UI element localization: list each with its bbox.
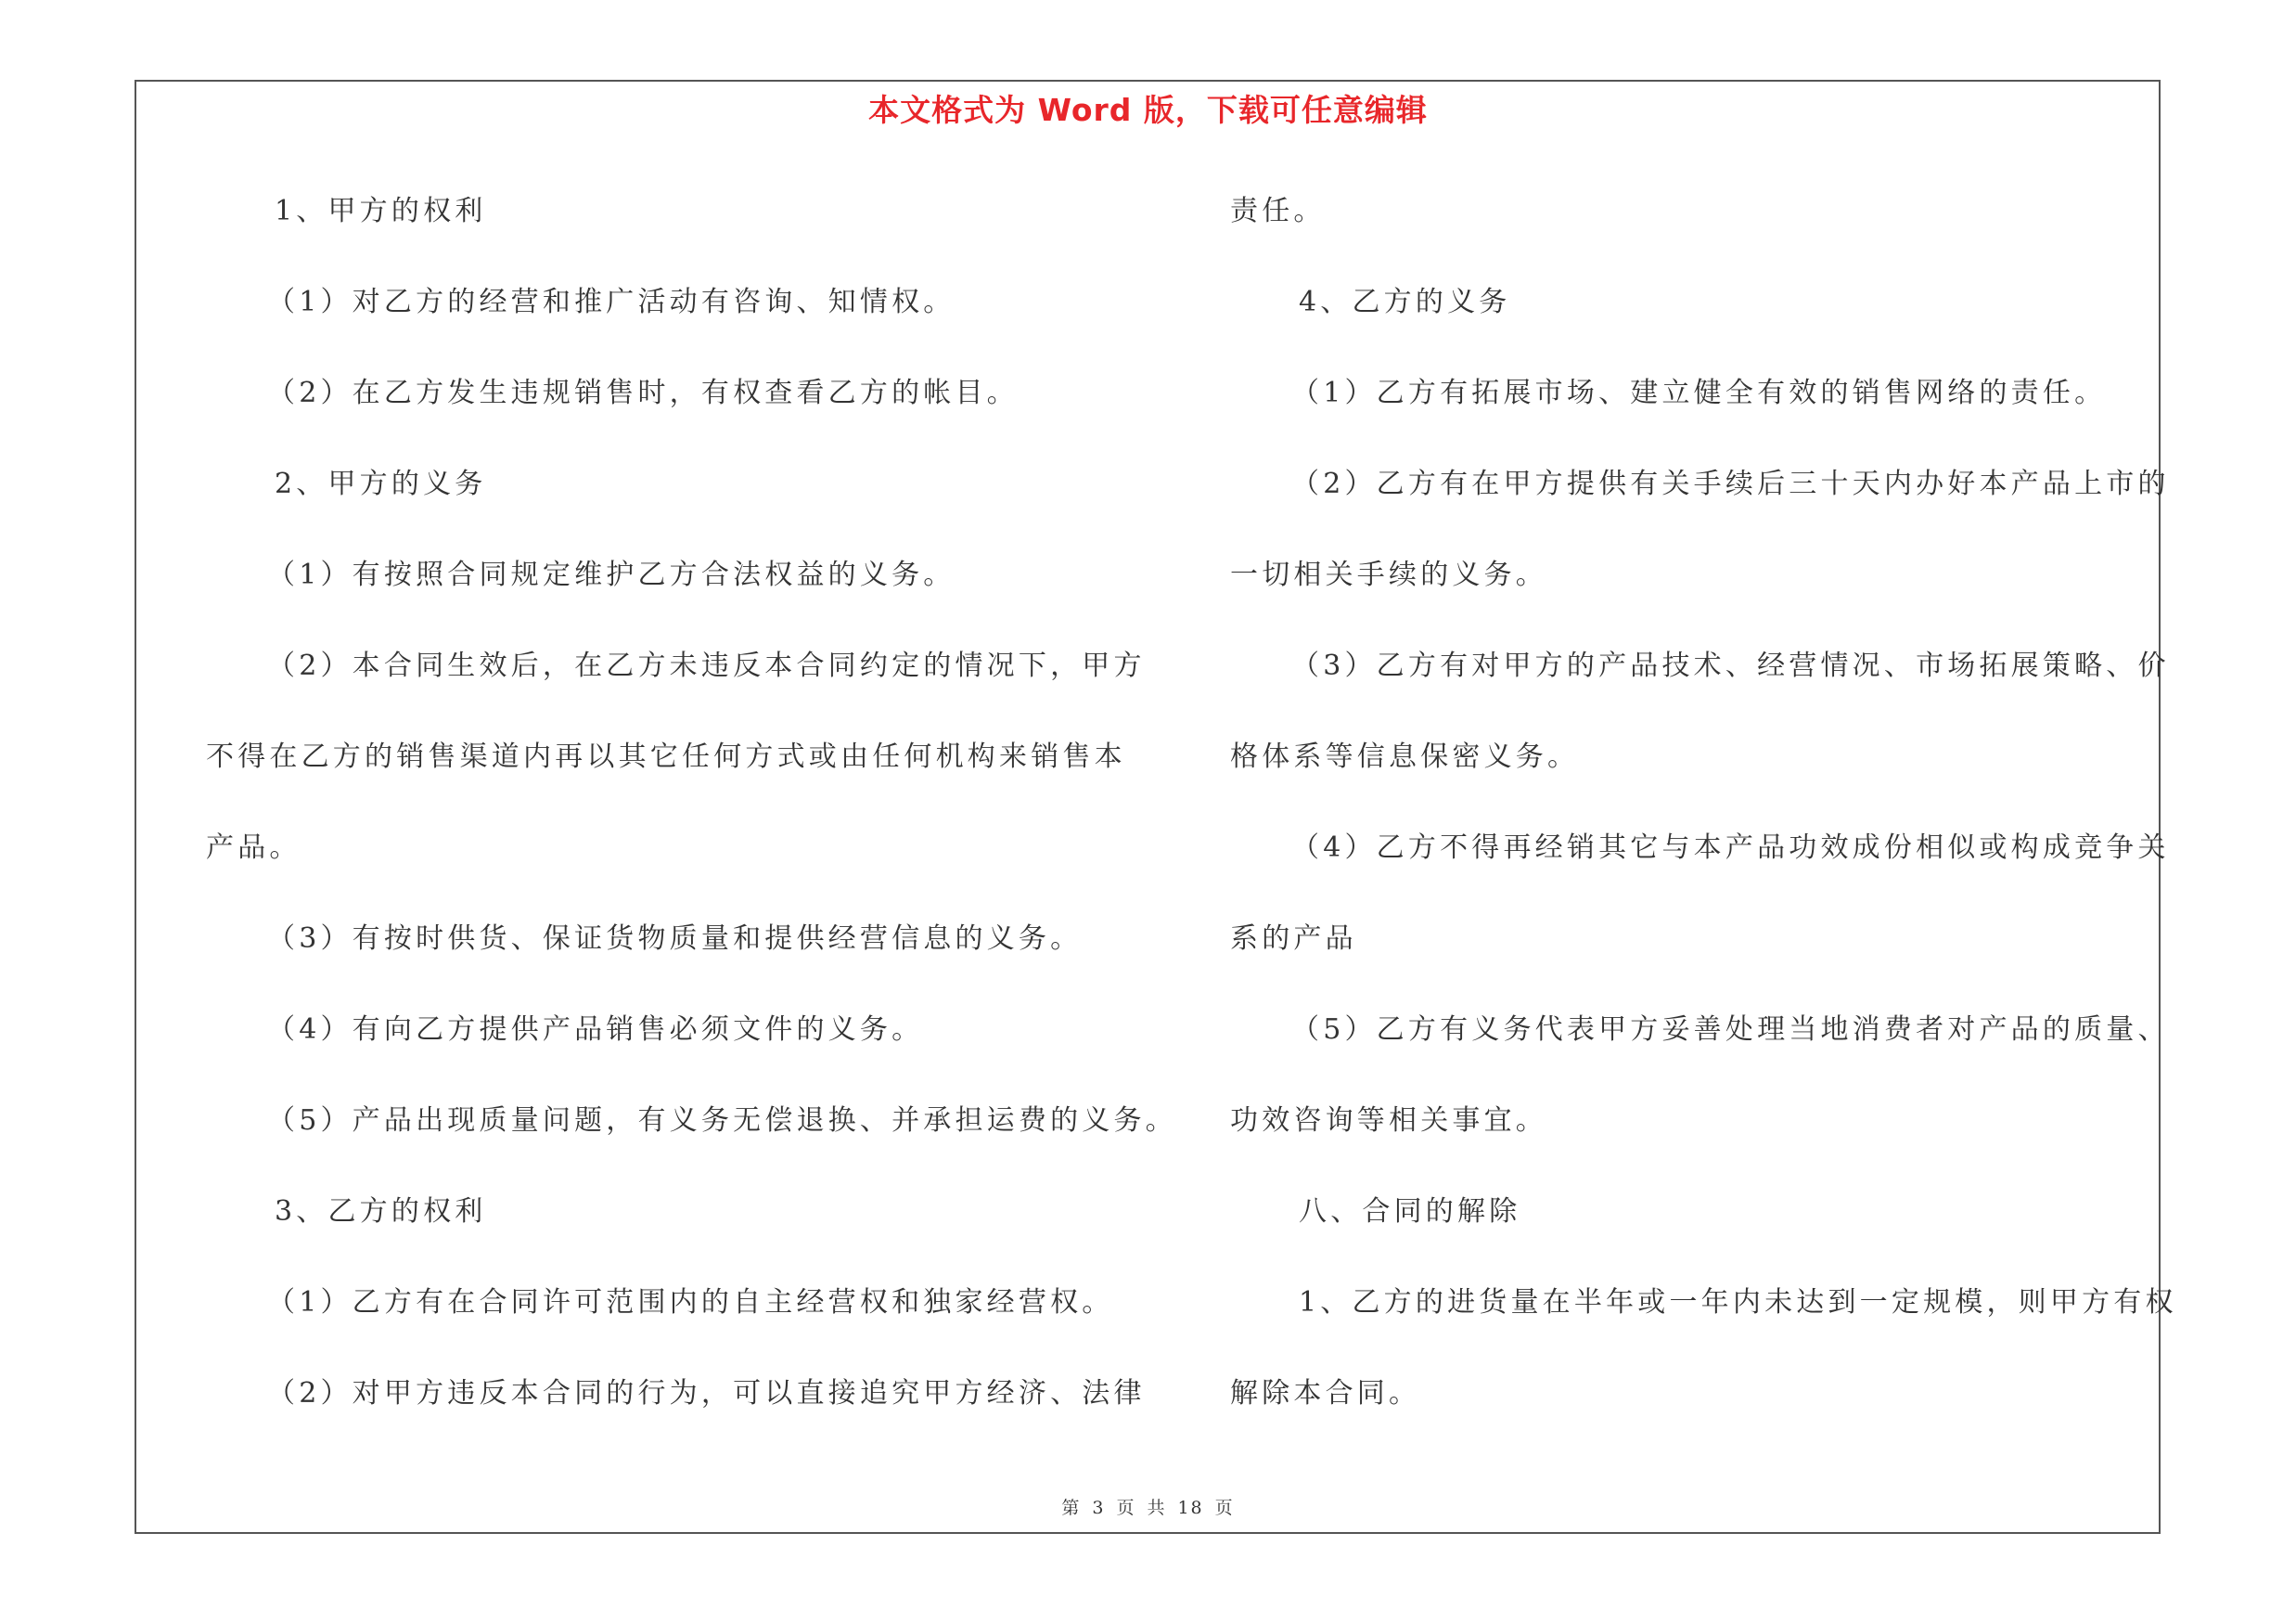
paragraph-line: （3）有按时供货、保证货物质量和提供经营信息的义务。	[267, 922, 1083, 955]
footer-prefix: 第	[1061, 1498, 1082, 1518]
paragraph-line: 产品。	[206, 831, 301, 864]
footer-current-page: 3	[1092, 1498, 1106, 1518]
paragraph-line: 格体系等信息保密义务。	[1230, 741, 1580, 773]
paragraph-line: （1）对乙方的经营和推广活动有咨询、知情权。	[267, 286, 956, 318]
paragraph-line: 解除本合同。	[1230, 1377, 1421, 1410]
paragraph-line: 八、合同的解除	[1299, 1195, 1521, 1228]
paragraph-line: 责任。	[1230, 195, 1326, 227]
paragraph-line: （2）对甲方违反本合同的行为，可以直接追究甲方经济、法律	[267, 1377, 1146, 1410]
left-column	[206, 184, 1177, 1457]
paragraph-line: 3、乙方的权利	[275, 1195, 487, 1228]
paragraph-line: 不得在乙方的销售渠道内再以其它任何方式或由任何机构来销售本	[206, 741, 1126, 773]
footer-total-pages: 18	[1177, 1498, 1204, 1518]
paragraph-line: （1）有按照合同规定维护乙方合法权益的义务。	[267, 559, 956, 591]
paragraph-line: （2）乙方有在甲方提供有关手续后三十天内办好本产品上市的	[1291, 468, 2170, 500]
paragraph-line: 4、乙方的义务	[1299, 286, 1511, 318]
paragraph-line: 1、甲方的权利	[275, 195, 487, 227]
paragraph-line: （4）有向乙方提供产品销售必须文件的义务。	[267, 1013, 924, 1046]
paragraph-line: 2、甲方的义务	[275, 468, 487, 500]
footer-page-word: 页	[1116, 1498, 1136, 1518]
paragraph-line: （5）产品出现质量问题，有义务无偿退换、并承担运费的义务。	[267, 1104, 1177, 1137]
paragraph-line: （5）乙方有义务代表甲方妥善处理当地消费者对产品的质量、	[1291, 1013, 2170, 1046]
page-footer	[0, 1494, 2296, 1519]
paragraph-line: （1）乙方有在合同许可范围内的自主经营权和独家经营权。	[267, 1286, 1114, 1319]
paragraph-line: 系的产品	[1230, 922, 1357, 955]
right-column	[1230, 184, 2177, 1457]
paragraph-line: （3）乙方有对甲方的产品技术、经营情况、市场拓展策略、价	[1291, 650, 2170, 682]
footer-total-word: 共	[1147, 1498, 1167, 1518]
paragraph-line: （1）乙方有拓展市场、建立健全有效的销售网络的责任。	[1291, 377, 2107, 409]
paragraph-line: 功效咨询等相关事宜。	[1230, 1104, 1547, 1137]
paragraph-line: （4）乙方不得再经销其它与本产品功效成份相似或构成竞争关	[1291, 831, 2170, 864]
paragraph-line: 一切相关手续的义务。	[1230, 559, 1547, 591]
paragraph-line: 1、乙方的进货量在半年或一年内未达到一定规模，则甲方有权	[1299, 1286, 2177, 1319]
footer-suffix: 页	[1214, 1498, 1235, 1518]
format-banner: 本文格式为 Word 版，下载可任意编辑	[868, 92, 1428, 128]
paragraph-line: （2）在乙方发生违规销售时，有权查看乙方的帐目。	[267, 377, 1019, 409]
paragraph-line: （2）本合同生效后，在乙方未违反本合同约定的情况下，甲方	[267, 650, 1146, 682]
